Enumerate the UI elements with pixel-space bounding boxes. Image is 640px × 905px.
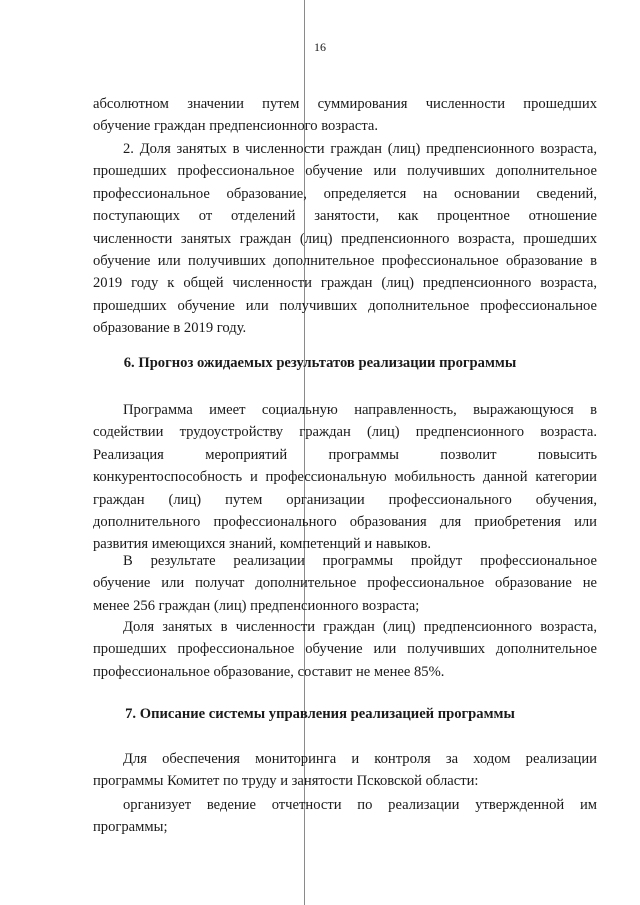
paragraph-indicator-2 [93,138,597,340]
text-line: обучение граждан предпенсионного возраста. [93,118,378,135]
text-line: образование в 2019 году. [93,320,247,337]
text-line: содействии трудоустройству граждан (лиц) предпенсионного возраста. [93,424,597,441]
text-line: прошедших профессиональное обучение или получивших дополнительное [93,163,597,180]
paragraph-expected-result [93,550,597,617]
text-line: организует ведение отчетности по реализации утвержденной им [123,797,597,813]
text-line: В результате реализации программы пройдут профессиональное [123,553,597,569]
text-line: Реализация мероприятий программы позволит повысить [93,446,597,463]
text-line: профессиональное образование, определяется на основании сведений, [93,185,597,202]
text-line: абсолютном значении путем суммирования численности прошедших [93,96,597,112]
text-line: обучение или получивших дополнительное профессиональное образование в [93,252,597,269]
paragraph-monitoring [93,748,597,793]
text-line: развития имеющихся знаний, компетенций и навыков. [93,536,432,553]
paragraph-employment-share [93,616,597,683]
text-line: 2019 году к общей численности граждан (лиц) предпенсионного возраста, [93,275,597,292]
text-line: прошедших профессиональное обучение или получивших дополнительное [93,641,597,658]
text-line: граждан (лиц) путем организации профессионального обучения, [93,491,597,508]
section-heading-7: 7. Описание системы управления реализацией программы [125,706,515,722]
text-line: дополнительного профессионального образования для приобретения или [93,513,597,530]
text-line: поступающих от отделений занятости, как процентное отношение [93,208,597,225]
text-line: Доля занятых в численности граждан (лиц) предпенсионного возраста, [123,619,597,635]
page-number: 16 [314,40,326,54]
text-line: конкурентоспособность и профессиональную мобильность данной категории [93,469,597,486]
paragraph-program-purpose [93,399,597,556]
text-line: численности занятых граждан (лиц) предпенсионного возраста, прошедших [93,230,597,247]
paragraph-reporting [93,794,597,839]
section-heading-6: 6. Прогноз ожидаемых результатов реализации программы [123,355,517,371]
text-line: Для обеспечения мониторинга и контроля за ходом реализации [123,751,597,767]
text-line: программы; [93,819,168,836]
text-line: профессиональное образование, составит не менее 85%. [93,663,445,680]
text-line: менее 256 граждан (лиц) предпенсионного возраста; [93,597,420,614]
paragraph-continuation [93,93,597,138]
text-line: обучение или получат дополнительное профессиональное образование не [93,575,597,592]
text-line: Программа имеет социальную направленность, выражающуюся в [123,402,597,418]
text-line: программы Комитет по труду и занятости Псковской области: [93,773,479,790]
text-line: 2. Доля занятых в численности граждан (лиц) предпенсионного возраста, [123,141,597,157]
text-line: прошедших обучение или получивших дополнительное профессиональное [93,297,597,314]
